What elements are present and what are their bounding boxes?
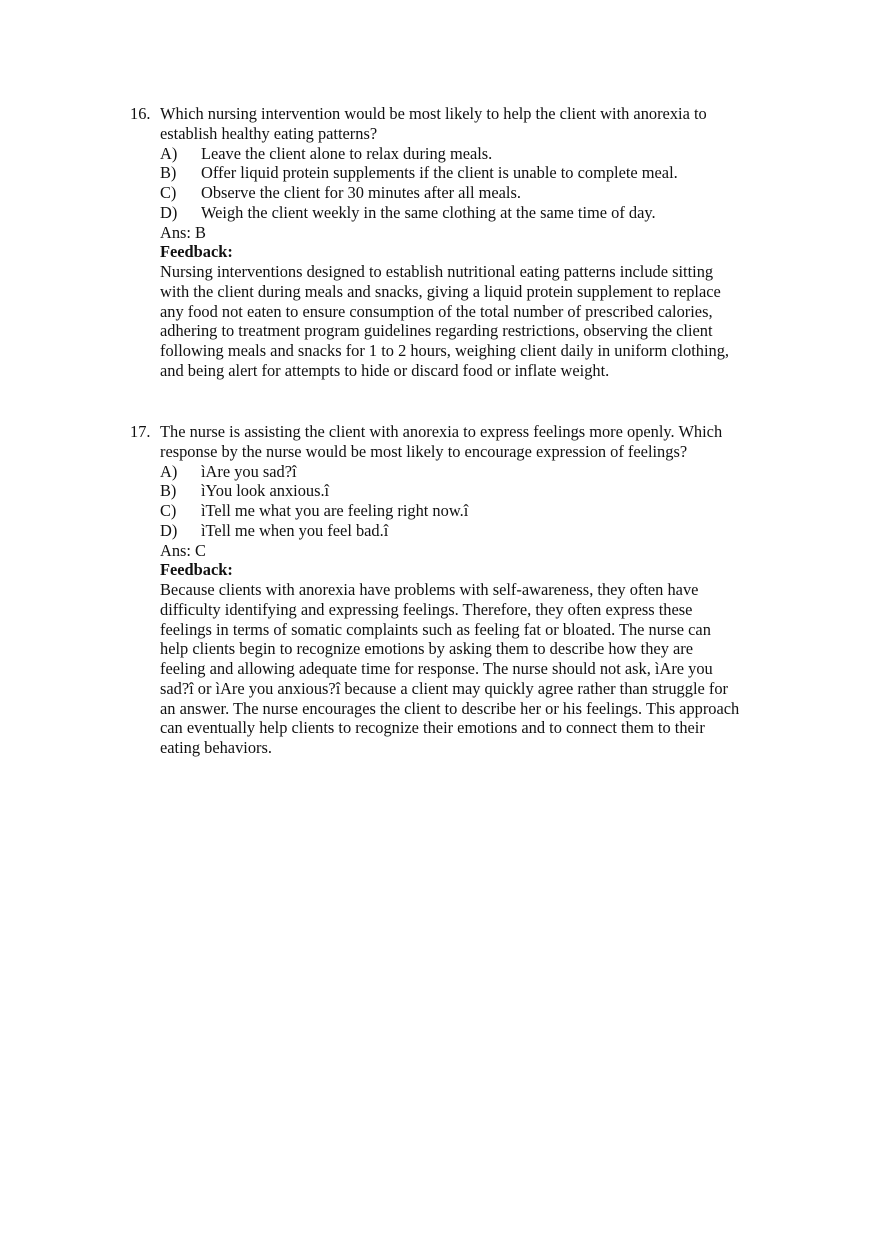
option-text: Weigh the client weekly in the same clothing at the same time of day. (201, 202, 656, 222)
feedback-line: sad?î or ìAre you anxious?î because a client may quickly agree rather than struggle for (160, 678, 728, 698)
answer-option (130, 481, 790, 501)
answer-key: Ans: C (160, 540, 206, 560)
question-16 (130, 104, 790, 381)
answer-option (130, 521, 790, 541)
option-text: Offer liquid protein supplements if the client is unable to complete meal. (201, 163, 678, 183)
question-number: 16. (130, 104, 151, 123)
question-stem-line (130, 124, 790, 144)
option-text: ìAre you sad?î (201, 461, 297, 481)
answer-option (130, 183, 790, 203)
feedback-line: adhering to treatment program guidelines regarding restrictions, observing the client (160, 321, 713, 341)
feedback-heading (130, 242, 790, 262)
option-text: ìYou look anxious.î (201, 481, 330, 501)
feedback-line: eating behaviors. (160, 738, 272, 757)
question-number: 17. (130, 422, 151, 441)
question-stem-line (130, 422, 790, 442)
option-text: Observe the client for 30 minutes after all meals. (201, 183, 521, 202)
option-letter: B) (160, 163, 177, 183)
question-17 (130, 422, 790, 758)
feedback-line: any food not eaten to ensure consumption of the total number of prescribed calories, (160, 301, 713, 321)
option-text: ìTell me when you feel bad.î (201, 520, 389, 540)
option-text: Leave the client alone to relax during meals. (201, 143, 493, 163)
feedback-line: and being alert for attempts to hide or discard food or inflate weight. (160, 360, 610, 380)
feedback-line: difficulty identifying and expressing feelings. Therefore, they often express these (160, 599, 693, 619)
option-letter: A) (160, 143, 178, 163)
answer-option (130, 462, 790, 482)
option-text: ìTell me what you are feeling right now.î (201, 501, 469, 520)
option-letter: B) (160, 481, 177, 501)
feedback-line: with the client during meals and snacks, giving a liquid protein supplement to replace (160, 281, 721, 301)
feedback-line: following meals and snacks for 1 to 2 hours, weighing client daily in uniform clothing, (160, 341, 730, 360)
feedback-label: Feedback: (160, 242, 233, 262)
answer-option (130, 203, 790, 223)
question-stem-line (130, 104, 790, 124)
feedback-line: can eventually help clients to recognize their emotions and to connect them to their (160, 718, 705, 738)
feedback-line: Nursing interventions designed to establish nutritional eating patterns include sitting (160, 262, 714, 281)
option-letter: D) (160, 520, 178, 540)
option-letter: A) (160, 461, 178, 481)
question-stem-text: The nurse is assisting the client with anorexia to express feelings more openly. Which (160, 422, 723, 441)
option-letter: C) (160, 183, 177, 202)
question-stem-text: Which nursing intervention would be most likely to help the client with anorexia to (160, 104, 707, 123)
question-stem-text: establish healthy eating patterns? (160, 123, 378, 143)
feedback-line: feeling and allowing adequate time for response. The nurse should not ask, ìAre you (160, 659, 713, 678)
feedback-line: an answer. The nurse encourages the client to describe her or his feelings. This approach (160, 698, 740, 718)
answer-option (130, 163, 790, 183)
feedback-heading (130, 560, 790, 580)
answer-key: Ans: B (160, 222, 206, 242)
option-letter: C) (160, 501, 177, 520)
feedback-label: Feedback: (160, 560, 233, 580)
question-stem-line (130, 442, 790, 462)
answer-option (130, 501, 790, 521)
question-stem-text: response by the nurse would be most likely to encourage expression of feelings? (160, 441, 688, 461)
option-letter: D) (160, 202, 178, 222)
answer-option (130, 144, 790, 164)
feedback-line: help clients begin to recognize emotions by asking them to describe how they are (160, 639, 693, 659)
feedback-line: feelings in terms of somatic complaints such as feeling fat or bloated. The nurse can (160, 619, 711, 639)
feedback-line: Because clients with anorexia have problems with self-awareness, they often have (160, 580, 699, 599)
